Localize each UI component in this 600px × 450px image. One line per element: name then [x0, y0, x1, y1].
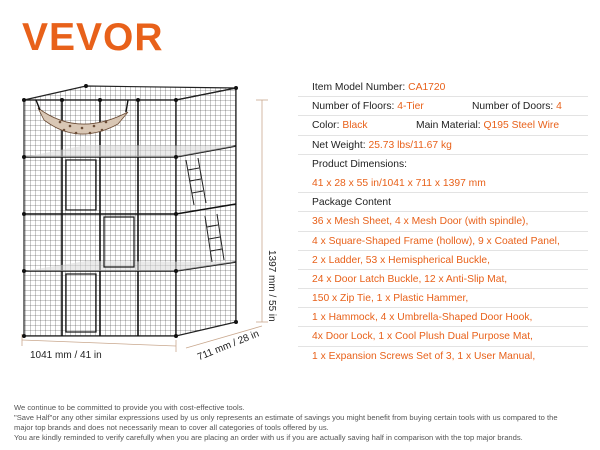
package-item: 4 x Square-Shaped Frame (hollow), 9 x Coated Panel, [298, 232, 588, 251]
height-dimension: 1397 mm / 55 in [266, 250, 277, 322]
disclaimer-footer [14, 403, 594, 443]
spec-table [298, 78, 588, 366]
depth-dimension: 711 mm / 28 in [196, 328, 261, 364]
footer-line: You are kindly reminded to verify carefully when you are placing an order with us if you are actually saving half in comparison with the top major brands. [14, 433, 523, 442]
package-item: 2 x Ladder, 53 x Hemispherical Buckle, [298, 251, 588, 270]
spec-row-dimensions-value: 41 x 28 x 55 in/1041 x 711 x 1397 mm [298, 174, 588, 193]
spec-row-package-label: Package Content [298, 193, 588, 212]
package-item: 1 x Expansion Screws Set of 3, 1 x User Manual, [312, 350, 536, 362]
package-item: 24 x Door Latch Buckle, 12 x Anti-Slip Mat, [298, 270, 588, 289]
footer-line: major top brands and does not necessarily mean to cover all categories of tools offered by us. [14, 423, 329, 432]
package-item: 150 x Zip Tie, 1 x Plastic Hammer, [298, 289, 588, 308]
spec-row-weight: Net Weight: 25.73 lbs/11.67 kg [298, 136, 588, 155]
width-dimension: 1041 mm / 41 in [30, 350, 102, 361]
spec-row-floors-doors: Number of Floors: 4-Tier Number of Doors: 4 [298, 97, 588, 116]
spec-row-dimensions-label: Product Dimensions: [312, 158, 407, 170]
package-item: 1 x Hammock, 4 x Umbrella-Shaped Door Hook, [298, 308, 588, 327]
spec-row-color-material: Color: Black Main Material: Q195 Steel Wire [298, 116, 588, 135]
footer-line: "Save Half"or any other similar expressions used by us only represents an estimate of savings you might benefit from buying certain tools with us compared to the [14, 413, 558, 422]
package-item: 36 x Mesh Sheet, 4 x Mesh Door (with spindle), [298, 212, 588, 231]
footer-line: We continue to be committed to provide you with cost-effective tools. [14, 403, 245, 412]
package-item: 4x Door Lock, 1 x Cool Plush Dual Purpose Mat, [298, 327, 588, 346]
spec-row-model: Item Model Number: CA1720 [298, 78, 588, 97]
vevor-logo: VEVOR [22, 16, 164, 59]
